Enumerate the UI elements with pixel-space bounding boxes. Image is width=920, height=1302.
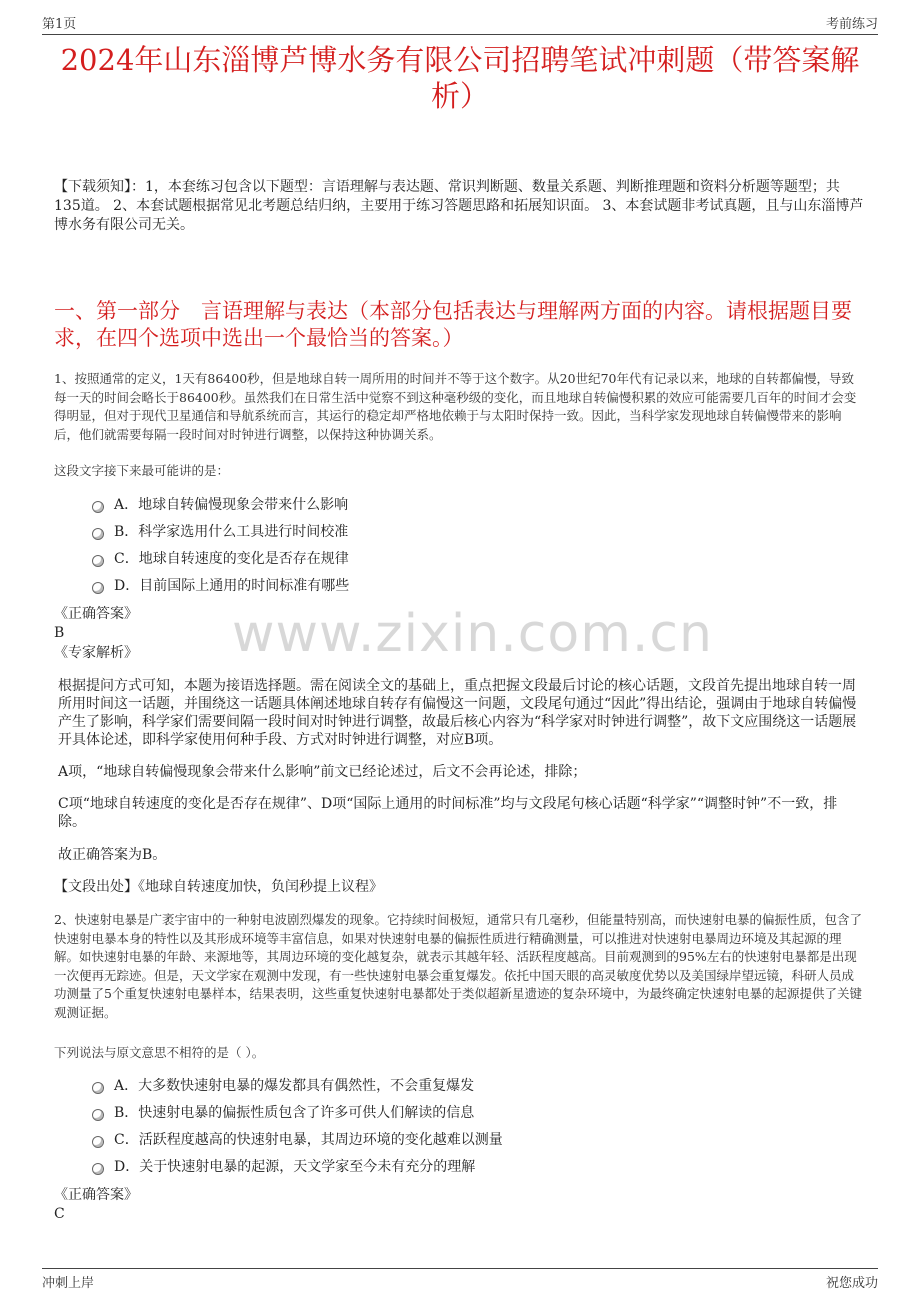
option-d[interactable]: D．目前国际上通用的时间标准有哪些	[92, 571, 349, 598]
analysis-paragraph: C项“地球自转速度的变化是否存在规律”、D项“国际上通用的时间标准”均与文段尾句核心话题“科学家”“调整时钟”不一致，排除。	[58, 796, 838, 830]
download-notice: 【下载须知】：1，本套练习包含以下题型：言语理解与表达题、常识判断题、数量关系题、判断推理题和资料分析题等题型；共135道。 2、本套试题根据常见北考题总结归纳，主要用于练习答题思路和拓展知识面。 3、本套试题非考试真题，且与山东淄博芦博水务有限公司无关。	[54, 179, 864, 233]
question-2-prompt: 下列说法与原文意思不相符的是（ ）。	[54, 1045, 265, 1060]
question-2-stem: 2、快速射电暴是广袤宇宙中的一种射电波剧烈爆发的现象。它持续时间极短，通常只有几毫秒，但能量特别高，而快速射电暴的偏振性质，包含了快速射电暴本身的特性以及其形成环境等丰富信息，如果对快速射电暴的偏振性质进行精确测量，可以推进对快速射电暴周边环境及其起源的理解。如快速射电暴的年龄、来源地等，其周边环境的变化越复杂，就表示其越年轻、活跃程度越高。目前观测到的95%左右的快速射电暴都是出现一次便再无踪迹。但是，天文学家在观测中发现，有一些快速射电暴会重复爆发。依托中国天眼的高灵敏度优势以及美国绿岸望远镜，科研人员成功测量了5个重复快速射电暴样本，结果表明，这些重复快速射电暴都处于类似超新星遗迹的复杂环境中，为最终确定快速射电暴的起源提供了关键观测证据。	[54, 912, 862, 1020]
page-header	[42, 10, 878, 35]
analysis-paragraph: 故正确答案为B。	[58, 847, 167, 863]
analysis-paragraph: A项，“地球自转偏慢现象会带来什么影响”前文已经论述过，后文不会再论述，排除；	[58, 764, 587, 780]
radio-icon[interactable]	[92, 1163, 104, 1175]
section-heading: 一、第一部分 言语理解与表达（本部分包括表达与理解两方面的内容。请根据题目要求，在四个选项中选出一个最恰当的答案。）	[54, 299, 852, 350]
question-1-stem: 1、按照通常的定义，1天有86400秒，但是地球自转一周所用的时间并不等于这个数字。从20世纪70年代有记录以来，地球的自转都偏慢，导致每一天的时间会略长于86400秒。虽然我们在日常生活中觉察不到这种毫秒级的变化，而且地球自转偏慢积累的效应可能需要几百年的时间才会变得明显，但对于现代卫星通信和导航系统而言，其运行的稳定却严格地依赖于与太阳时保持一致。因此，当科学家发现地球自转偏慢带来的影响后，他们就需要每隔一段时间对时钟进行调整，以保持这种协调关系。	[54, 371, 857, 442]
question-2-options	[92, 1071, 503, 1179]
radio-icon[interactable]	[92, 501, 104, 513]
answer-label: 《正确答案》	[54, 606, 138, 622]
option-c[interactable]: C．地球自转速度的变化是否存在规律	[92, 544, 349, 571]
radio-icon[interactable]	[92, 555, 104, 567]
option-b[interactable]: B．科学家选用什么工具进行时间校准	[92, 517, 349, 544]
radio-icon[interactable]	[92, 528, 104, 540]
option-d[interactable]: D．关于快速射电暴的起源，天文学家至今未有充分的理解	[92, 1152, 503, 1179]
option-b[interactable]: B．快速射电暴的偏振性质包含了许多可供人们解读的信息	[92, 1098, 503, 1125]
option-a[interactable]: A．大多数快速射电暴的爆发都具有偶然性，不会重复爆发	[92, 1071, 503, 1098]
page-number: 第1页	[42, 17, 77, 32]
watermark: www.zixin.com.cn	[232, 604, 713, 664]
footer-left: 冲刺上岸	[42, 1276, 95, 1291]
option-c[interactable]: C．活跃程度越高的快速射电暴，其周边环境的变化越难以测量	[92, 1125, 503, 1152]
option-a[interactable]: A．地球自转偏慢现象会带来什么影响	[92, 490, 349, 517]
analysis-paragraph: 根据提问方式可知，本题为接语选择题。需在阅读全文的基础上，重点把握文段最后讨论的核心话题，文段首先提出地球自转一周所用时间这一话题，并围绕这一话题具体阐述地球自转存有偏慢这一问题，文段尾句通过“因此”得出结论，强调由于地球自转偏慢产生了影响，科学家们需要间隔一段时间对时钟进行调整，故最后核心内容为“科学家对时钟进行调整”，故下文应围绕这一话题展开具体论述，即科学家使用何种手段、方式对时钟进行调整，对应B项。	[58, 678, 857, 748]
radio-icon[interactable]	[92, 1109, 104, 1121]
answer-value: B	[54, 625, 65, 641]
answer-label: 《正确答案》	[54, 1187, 138, 1203]
radio-icon[interactable]	[92, 1082, 104, 1094]
footer-right: 祝您成功	[825, 1276, 878, 1291]
passage-source: 【文段出处】《地球自转速度加快，负闰秒提上议程》	[54, 879, 383, 895]
radio-icon[interactable]	[92, 582, 104, 594]
question-1-options	[92, 490, 349, 598]
radio-icon[interactable]	[92, 1136, 104, 1148]
question-1-prompt: 这段文字接下来最可能讲的是：	[54, 463, 230, 478]
analysis-label: 《专家解析》	[54, 645, 138, 661]
document-title: 2024年山东淄博芦博水务有限公司招聘笔试冲刺题（带答案解析）	[60, 43, 860, 113]
page-footer	[42, 1268, 878, 1294]
answer-value: C	[54, 1206, 65, 1222]
header-label: 考前练习	[825, 17, 878, 32]
